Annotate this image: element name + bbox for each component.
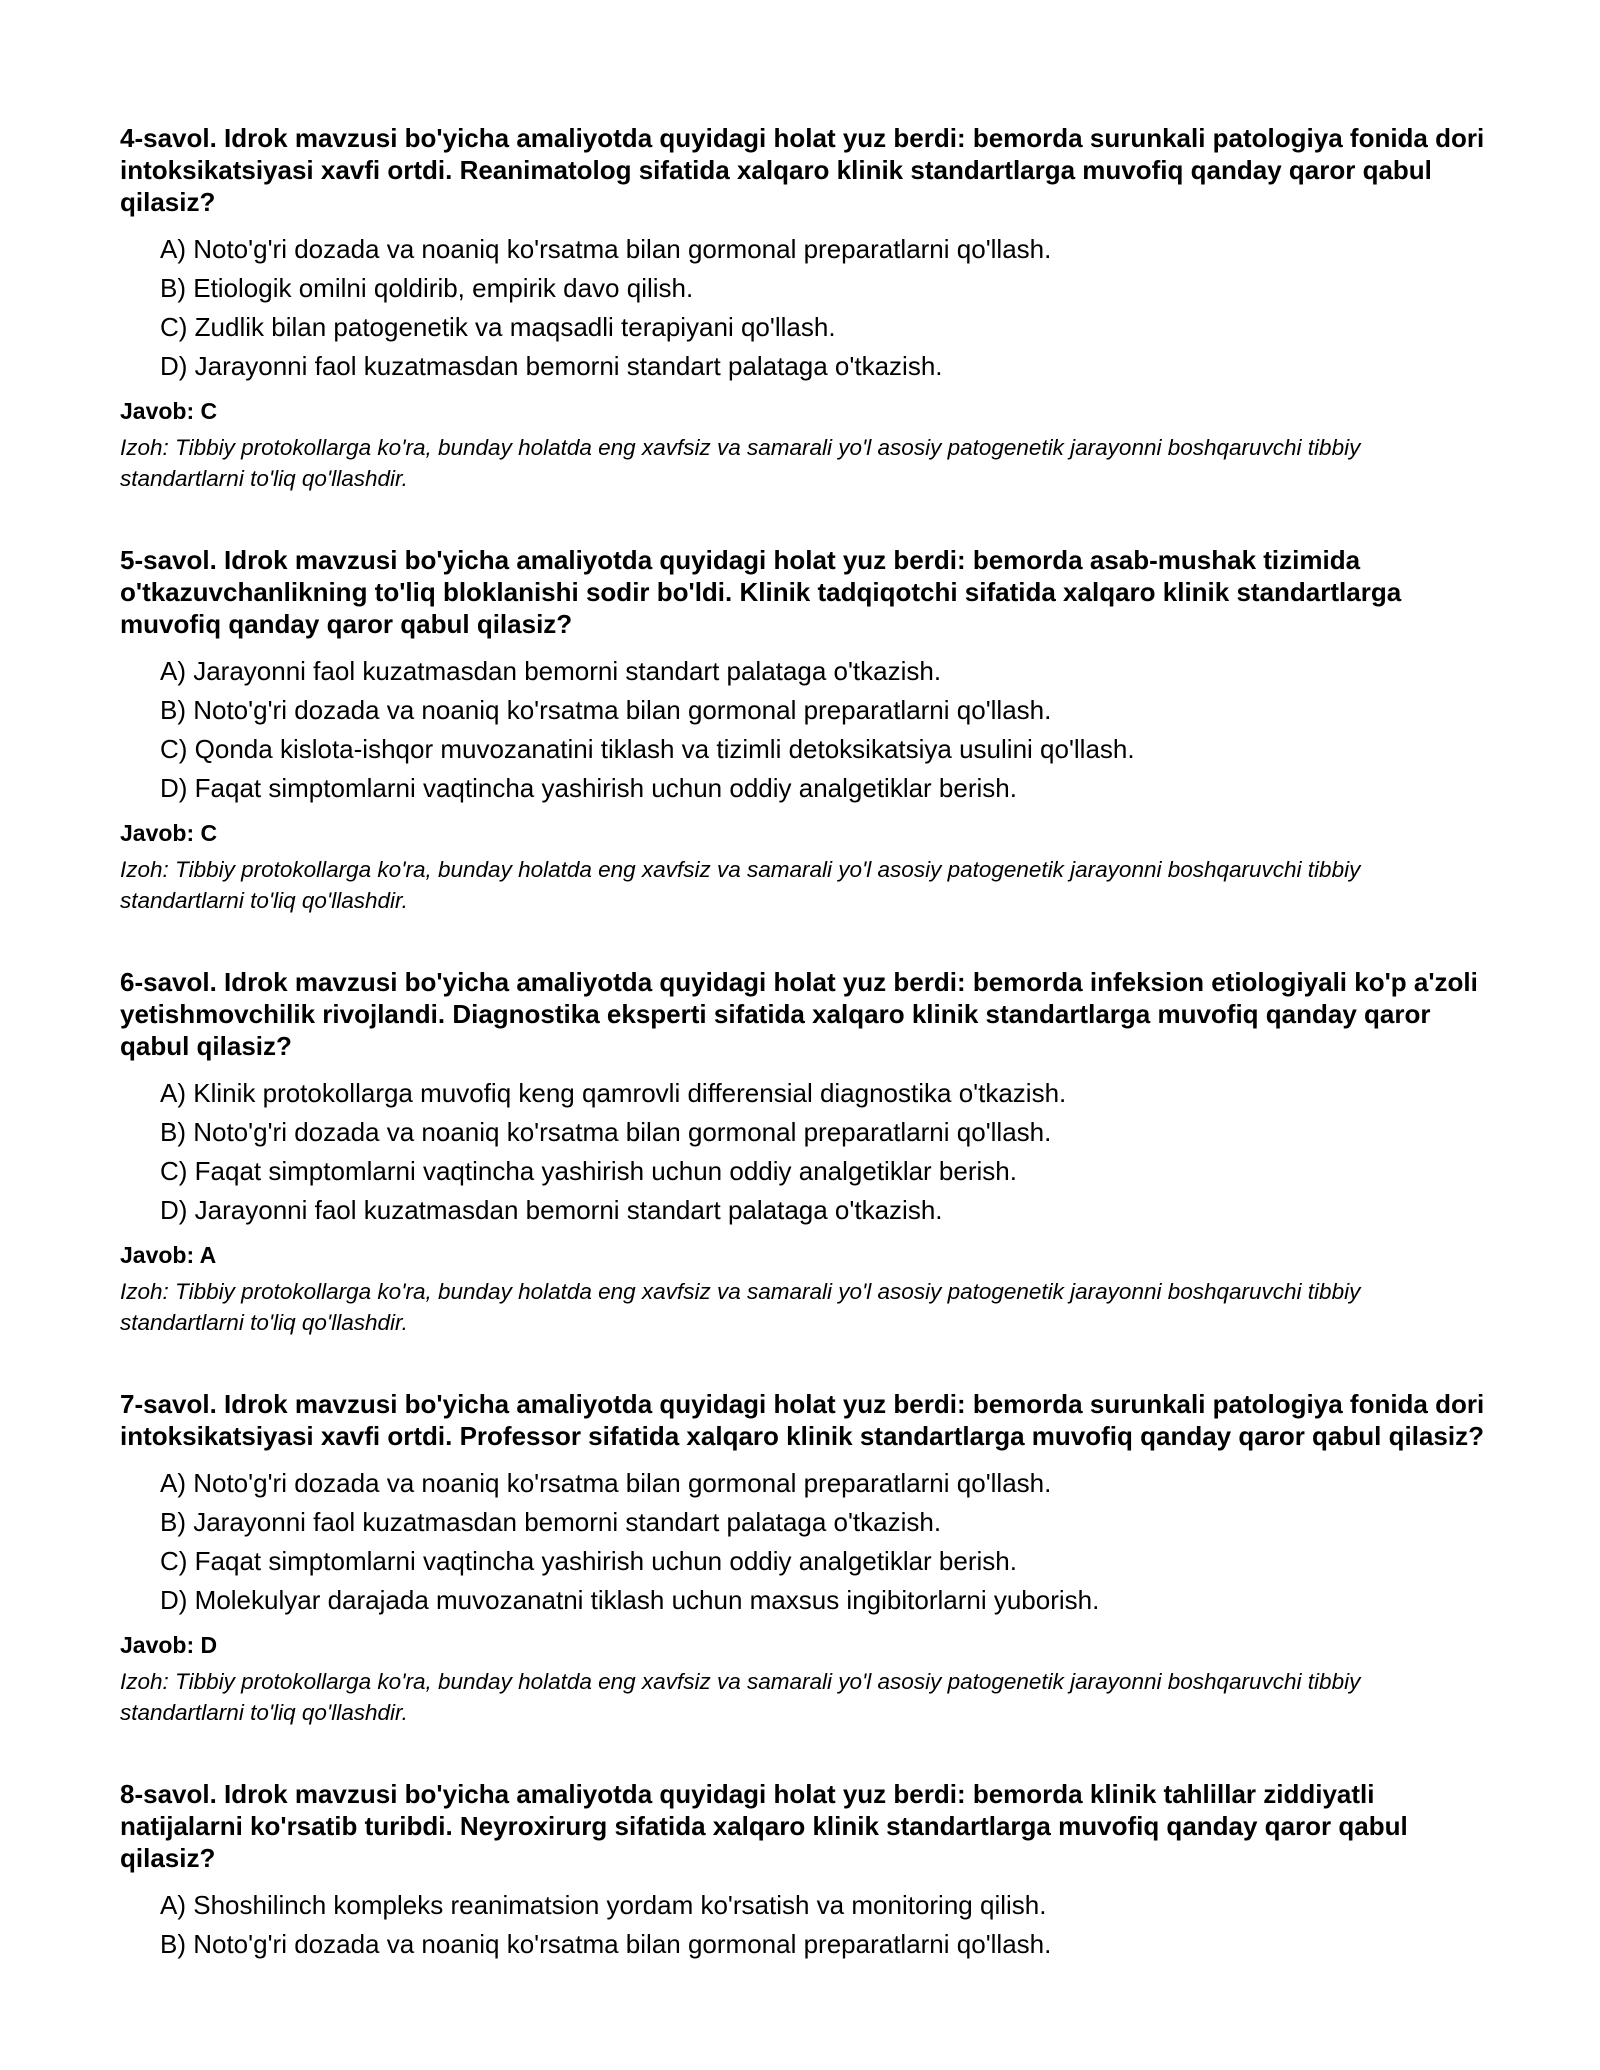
- option-a: A) Noto'g'ri dozada va noaniq ko'rsatma bilan gormonal preparatlarni qo'llash.: [160, 234, 1052, 264]
- option-b: B) Noto'g'ri dozada va noaniq ko'rsatma bilan gormonal preparatlarni qo'llash.: [160, 1117, 1052, 1147]
- option-b: B) Etiologik omilni qoldirib, empirik davo qilish.: [160, 273, 694, 303]
- option-c: C) Faqat simptomlarni vaqtincha yashirish uchun oddiy analgetiklar berish.: [160, 1546, 1017, 1576]
- option-a: A) Klinik protokollarga muvofiq keng qamrovli differensial diagnostika o'tkazish.: [160, 1078, 1067, 1108]
- question-block: [120, 966, 1500, 1338]
- question-text: 7-savol. Idrok mavzusi bo'yicha amaliyotda quyidagi holat yuz berdi: bemorda surunkali patologiya fonida dori intoksikatsiyasi xavfi ortdi. Professor sifatida xalqaro klinik standartlarga muvofiq qanday qaror qabul qilasiz?: [120, 1389, 1485, 1451]
- document-page: [120, 122, 1500, 2014]
- option-list: [120, 1074, 1500, 1230]
- question-block: [120, 1778, 1500, 1964]
- explanation-note: Izoh: Tibbiy protokollarga ko'ra, bunday holatda eng xavfsiz va samarali yo'l asosiy patogenetik jarayonni boshqaruvchi tibbiy standartlarni to'liq qo'llashdir.: [120, 435, 1361, 491]
- option-a: A) Jarayonni faol kuzatmasdan bemorni standart palataga o'tkazish.: [160, 656, 942, 686]
- explanation-note: Izoh: Tibbiy protokollarga ko'ra, bunday holatda eng xavfsiz va samarali yo'l asosiy patogenetik jarayonni boshqaruvchi tibbiy standartlarni to'liq qo'llashdir.: [120, 857, 1361, 913]
- explanation-note: Izoh: Tibbiy protokollarga ko'ra, bunday holatda eng xavfsiz va samarali yo'l asosiy patogenetik jarayonni boshqaruvchi tibbiy standartlarni to'liq qo'llashdir.: [120, 1669, 1361, 1725]
- answer-label: Javob: A: [120, 1242, 217, 1268]
- answer-label: Javob: C: [120, 820, 218, 846]
- option-list: [120, 1464, 1500, 1620]
- option-c: C) Faqat simptomlarni vaqtincha yashirish uchun oddiy analgetiklar berish.: [160, 1156, 1017, 1186]
- option-d: D) Jarayonni faol kuzatmasdan bemorni standart palataga o'tkazish.: [160, 1195, 943, 1225]
- question-block: [120, 1388, 1500, 1728]
- answer-label: Javob: D: [120, 1632, 218, 1658]
- question-block: [120, 544, 1500, 916]
- option-b: B) Jarayonni faol kuzatmasdan bemorni standart palataga o'tkazish.: [160, 1507, 942, 1537]
- explanation-note: Izoh: Tibbiy protokollarga ko'ra, bunday holatda eng xavfsiz va samarali yo'l asosiy patogenetik jarayonni boshqaruvchi tibbiy standartlarni to'liq qo'llashdir.: [120, 1279, 1361, 1335]
- question-text: 4-savol. Idrok mavzusi bo'yicha amaliyotda quyidagi holat yuz berdi: bemorda surunkali patologiya fonida dori intoksikatsiyasi xavfi ortdi. Reanimatolog sifatida xalqaro klinik standartlarga muvofiq qanday qaror qabul qilasiz?: [120, 123, 1485, 217]
- answer-label: Javob: C: [120, 398, 218, 424]
- option-a: A) Shoshilinch kompleks reanimatsion yordam ko'rsatish va monitoring qilish.: [160, 1890, 1047, 1920]
- option-d: D) Jarayonni faol kuzatmasdan bemorni standart palataga o'tkazish.: [160, 351, 943, 381]
- option-list: [120, 230, 1500, 386]
- option-d: D) Molekulyar darajada muvozanatni tiklash uchun maxsus ingibitorlarni yuborish.: [160, 1585, 1100, 1615]
- question-text: 6-savol. Idrok mavzusi bo'yicha amaliyotda quyidagi holat yuz berdi: bemorda infeksion etiologiyali ko'p a'zoli yetishmovchilik rivojlandi. Diagnostika eksperti sifatida xalqaro klinik standartlarga muvofiq qanday qaror qabul qilasiz?: [120, 967, 1478, 1061]
- question-text: 5-savol. Idrok mavzusi bo'yicha amaliyotda quyidagi holat yuz berdi: bemorda asab-mushak tizimida o'tkazuvchanlikning to'liq bloklanishi sodir bo'ldi. Klinik tadqiqotchi sifatida xalqaro klinik standartlarga muvofiq qanday qaror qabul qilasiz?: [120, 545, 1402, 639]
- question-block: [120, 122, 1500, 494]
- option-a: A) Noto'g'ri dozada va noaniq ko'rsatma bilan gormonal preparatlarni qo'llash.: [160, 1468, 1052, 1498]
- option-list: [120, 1886, 1500, 1964]
- question-text: 8-savol. Idrok mavzusi bo'yicha amaliyotda quyidagi holat yuz berdi: bemorda klinik tahlillar ziddiyatli natijalarni ko'rsatib turibdi. Neyroxirurg sifatida xalqaro klinik standartlarga muvofiq qanday qaror qabul qilasiz?: [120, 1779, 1408, 1873]
- option-d: D) Faqat simptomlarni vaqtincha yashirish uchun oddiy analgetiklar berish.: [160, 773, 1017, 803]
- option-c: C) Zudlik bilan patogenetik va maqsadli terapiyani qo'llash.: [160, 312, 836, 342]
- option-c: C) Qonda kislota-ishqor muvozanatini tiklash va tizimli detoksikatsiya usulini qo'llash.: [160, 734, 1135, 764]
- option-b: B) Noto'g'ri dozada va noaniq ko'rsatma bilan gormonal preparatlarni qo'llash.: [160, 1929, 1052, 1959]
- option-b: B) Noto'g'ri dozada va noaniq ko'rsatma bilan gormonal preparatlarni qo'llash.: [160, 695, 1052, 725]
- option-list: [120, 652, 1500, 808]
